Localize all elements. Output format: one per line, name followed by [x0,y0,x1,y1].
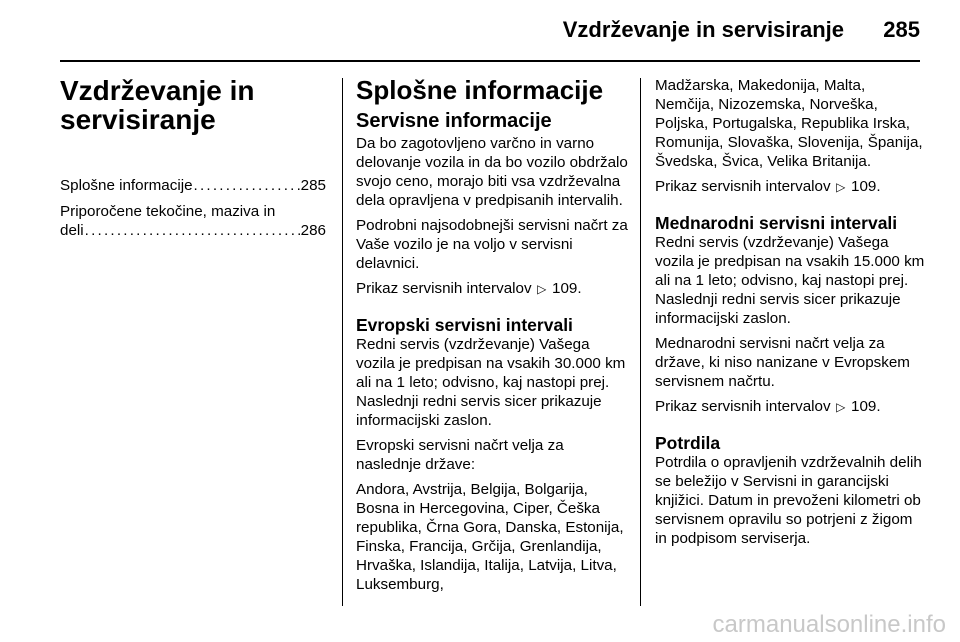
cross-reference[interactable] [655,177,927,197]
cross-reference-text: Prikaz servisnih intervalov [655,398,831,415]
subsection-title: Servisne informacije [356,110,552,132]
toc-leader-dots [85,221,300,240]
body-paragraph: Redni servis (vzdrževanje) Vašega vozila je predpisan na vsakih 15.000 km ali na 1 leto; odvisno, kaj nastopi prej. Naslednji redni servis sicer prikazuje informacijski zaslon. [655,234,925,327]
toc-entry-general-information[interactable] [60,176,326,195]
body-paragraph: Podrobni najsodobnejši servisni načrt za Vaše vozilo je na voljo v servisni delavnici. [356,217,628,272]
watermark: carmanualsonline.info [712,611,946,638]
toc-leader-dots [194,176,300,195]
running-header-title: Vzdrževanje in servisiranje [562,17,844,42]
reference-arrow-icon: ▷ [836,180,846,194]
body-paragraph: Evropski servisni načrt velja za naslednje države: [356,437,564,473]
section-title: Splošne informacije [356,75,604,105]
reference-arrow-icon: ▷ [537,282,547,296]
header-divider [60,60,920,62]
middle-column [356,76,628,600]
international-intervals-heading: Mednarodni servisni intervali [655,213,898,233]
country-list: Andora, Avstrija, Belgija, Bolgarija, Bosna in Hercegovina, Ciper, Češka republika, Črna Gora, Danska, Estonija, Finska, Francija, Grčija, Grenlandija, Hrvaška, Islandija, Italija, Latvija, Litva, Luksemburg, [356,481,624,593]
toc-label: deli [60,222,84,239]
cross-reference-page: 109. [851,398,881,415]
toc-label-line: Priporočene tekočine, maziva in [60,203,276,220]
body-paragraph: Redni servis (vzdrževanje) Vašega vozila je predpisan na vsakih 30.000 km ali na 1 leto; odvisno, kaj nastopi prej. Naslednji redni servis sicer prikazuje informacijski zaslon. [356,336,626,429]
right-column [655,76,927,554]
toc-page-number: 286 [300,222,326,239]
column-divider-left [342,78,343,606]
cross-reference[interactable] [655,397,927,417]
country-list-continued: Madžarska, Makedonija, Malta, Nemčija, Nizozemska, Norveška, Poljska, Portugalska, Republika Irska, Romunija, Slovaška, Slovenija, Španija, Švedska, Švica, Velika Britanija. [655,77,923,170]
confirmations-heading: Potrdila [655,433,721,453]
body-paragraph: Da bo zagotovljeno varčno in varno delovanje vozila in da bo vozilo obdržalo svojo ceno, morajo biti vsa vzdrževalna dela opravljena v predpisanih intervalih. [356,135,628,209]
chapter-title: Vzdrževanje in servisiranje [60,75,255,135]
cross-reference-text: Prikaz servisnih intervalov [356,280,532,297]
body-paragraph: Mednarodni servisni načrt velja za države, ki niso nanizane v Evropskem servisnem načrtu. [655,335,910,390]
left-column [60,76,326,247]
cross-reference-page: 109. [552,280,582,297]
european-intervals-heading: Evropski servisni intervali [356,315,573,335]
cross-reference-page: 109. [851,178,881,195]
body-paragraph: Potrdila o opravljenih vzdrževalnih delih se beležijo v Servisni in garancijski knjižici. Datum in prevoženi kilometri ob servisnem opravilu so potrjeni z žigom in podpisom serviserja. [655,454,922,547]
toc-page-number: 285 [300,177,326,194]
cross-reference[interactable] [356,279,628,299]
column-divider-right [640,78,641,606]
reference-arrow-icon: ▷ [836,400,846,414]
toc-label: Splošne informacije [60,177,193,194]
page-number: 285 [883,17,920,42]
cross-reference-text: Prikaz servisnih intervalov [655,178,831,195]
toc-entry-recommended-fluids[interactable] [60,202,326,240]
